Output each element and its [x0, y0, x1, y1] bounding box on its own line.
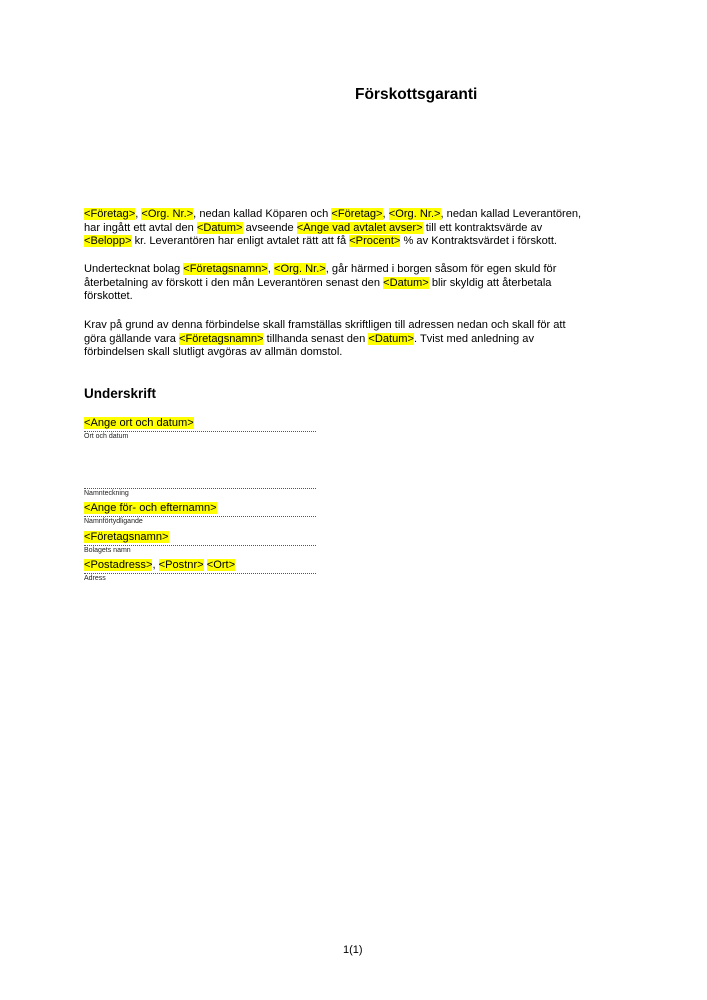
paragraph-claims: [84, 319, 644, 360]
company-caption: Bolagets namn: [84, 547, 131, 554]
placeholder-field: <Ange vad avtalet avser>: [296, 221, 423, 234]
text-run: , nedan kallad Köparen och: [193, 208, 332, 220]
placeholder-field: <Postadress>: [84, 559, 153, 571]
placeholder-field: <Företag>: [331, 208, 383, 220]
company-line: [84, 545, 316, 546]
name-caption: Namnförtydligande: [84, 518, 143, 525]
company-placeholder: <Företagsnamn>: [84, 531, 169, 543]
text-run: kr. Leverantören har enligt avtalet rätt att få: [131, 235, 350, 248]
address-line: [84, 573, 316, 574]
signature-line: [84, 488, 316, 489]
text-run: ,: [135, 208, 142, 220]
placeholder-field: <Procent>: [349, 235, 401, 248]
placeholder-field: <Belopp>: [84, 235, 132, 248]
paragraph-guarantee: [84, 263, 644, 304]
text-run: , nedan kallad Leverantören,: [440, 208, 582, 220]
signature-heading: Underskrift: [84, 386, 157, 401]
paragraph-parties: [84, 208, 644, 249]
placeholder-field: <Org. Nr.>: [388, 208, 441, 220]
text-run: . Tvist med anledning av: [413, 332, 535, 345]
text-run: blir skyldig att återbetala: [428, 276, 552, 289]
text-run: ,: [267, 263, 274, 275]
place-date-caption: Ort och datum: [84, 433, 129, 440]
place-date-line: [84, 431, 316, 432]
name-line: [84, 516, 316, 517]
address-value: [84, 559, 235, 572]
text-run: har ingått ett avtal den: [84, 221, 197, 234]
placeholder-field: <Företag>: [84, 208, 136, 220]
name-value: [84, 502, 217, 515]
text-run: ,: [152, 559, 159, 571]
placeholder-field: <Org. Nr.>: [273, 263, 326, 275]
text-run: förbindelsen skall slutligt avgöras av allmän domstol.: [84, 346, 343, 359]
placeholder-field: <Ort>: [206, 559, 236, 571]
text-run: göra gällande vara: [84, 332, 179, 345]
name-placeholder: <Ange för- och efternamn>: [84, 502, 217, 514]
text-run: ,: [382, 208, 389, 220]
page-number: 1(1): [343, 944, 363, 956]
text-run: Krav på grund av denna förbindelse skall framställas skriftligen till adressen nedan och skall för att: [84, 319, 566, 331]
placeholder-field: <Postnr>: [158, 559, 204, 571]
address-caption: Adress: [84, 575, 106, 582]
placeholder-field: <Företagsnamn>: [178, 332, 264, 345]
placeholder-field: <Företagsnamn>: [183, 263, 268, 275]
text-run: % av Kontraktsvärdet i förskott.: [400, 235, 558, 248]
company-value: [84, 531, 169, 544]
place-date-value: [84, 417, 194, 430]
text-run: avseende: [242, 221, 297, 234]
text-run: återbetalning av förskott i den mån Leverantören senast den: [84, 276, 384, 289]
text-run: , går härmed i borgen såsom för egen skuld för: [325, 263, 557, 275]
placeholder-field: <Datum>: [383, 276, 429, 289]
placeholder-field: <Datum>: [196, 221, 243, 234]
document-title: Förskottsgaranti: [355, 86, 478, 103]
placeholder-field: <Org. Nr.>: [141, 208, 194, 220]
text-run: till ett kontraktsvärde av: [422, 221, 543, 234]
text-run: tillhanda senast den: [263, 332, 369, 345]
text-run: förskottet.: [84, 290, 133, 303]
placeholder-field: <Datum>: [368, 332, 414, 345]
place-date-placeholder: <Ange ort och datum>: [84, 417, 194, 429]
signature-caption: Namnteckning: [84, 490, 129, 497]
text-run: Undertecknat bolag: [84, 263, 184, 275]
